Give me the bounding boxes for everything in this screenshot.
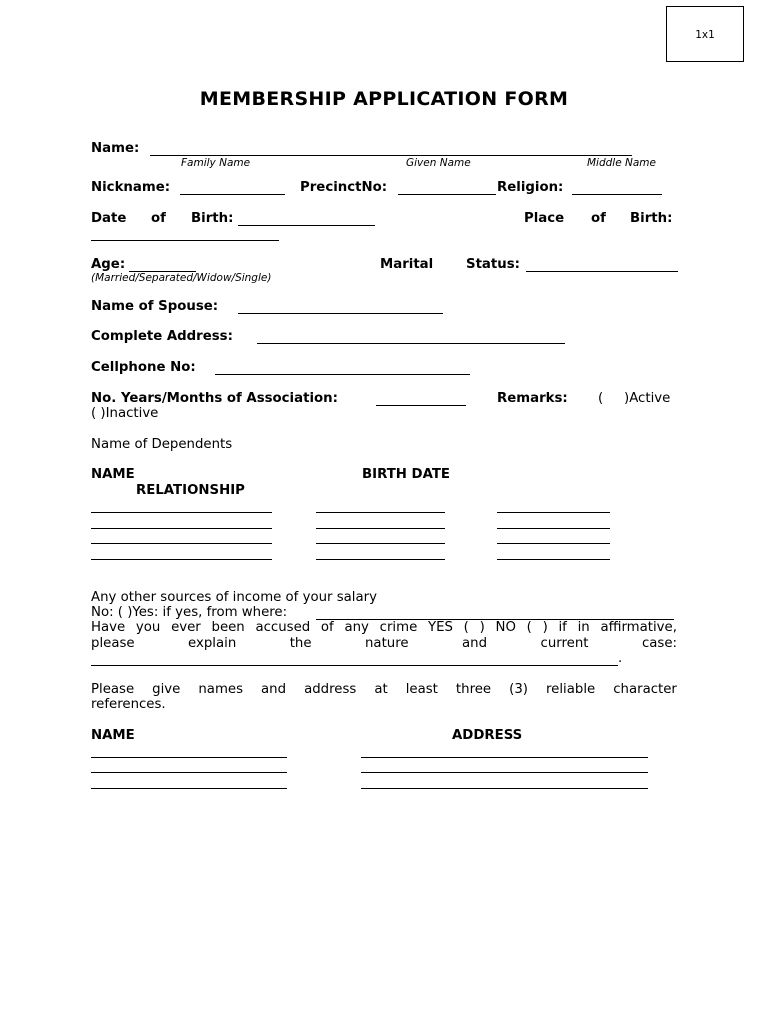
references-line-1-word: names bbox=[198, 682, 244, 697]
religion-line[interactable] bbox=[572, 194, 662, 195]
crime-period: . bbox=[618, 651, 623, 666]
dob-word-2: of bbox=[151, 211, 166, 226]
crime-question-line-2 bbox=[91, 636, 677, 652]
crime-line-2-word: nature bbox=[365, 636, 409, 651]
reference-name-line-1[interactable] bbox=[91, 757, 287, 758]
crime-line-1-word: NO bbox=[495, 620, 516, 635]
marital-hint: (Married/Separated/Widow/Single) bbox=[91, 272, 272, 284]
references-line-1-word: Please bbox=[91, 682, 135, 697]
marital-word-2: Status: bbox=[466, 257, 520, 272]
pob-word-1: Place bbox=[524, 211, 565, 226]
dependent-relationship-line-4[interactable] bbox=[497, 559, 610, 560]
dependent-name-line-4[interactable] bbox=[91, 559, 272, 560]
reference-address-line-1[interactable] bbox=[361, 757, 648, 758]
crime-line-1-word: Have bbox=[91, 620, 126, 635]
nickname-label: Nickname: bbox=[91, 180, 171, 195]
dependents-col-relationship: RELATIONSHIP bbox=[136, 483, 245, 498]
references-line-1-word: least bbox=[405, 682, 438, 697]
precinct-line[interactable] bbox=[398, 194, 496, 195]
dependent-relationship-line-2[interactable] bbox=[497, 528, 610, 529]
crime-line-1-word: if bbox=[558, 620, 567, 635]
crime-line-1-word: ( bbox=[526, 620, 532, 635]
religion-label: Religion: bbox=[497, 180, 564, 195]
income-line-1: Any other sources of income of your salary bbox=[91, 590, 377, 605]
dependent-birth-line-3[interactable] bbox=[316, 543, 445, 544]
pob-word-2: of bbox=[591, 211, 606, 226]
references-instruction-line-2: references. bbox=[91, 697, 166, 712]
family-name-hint: Family Name bbox=[181, 157, 251, 169]
crime-line-1-word: any bbox=[344, 620, 369, 635]
reference-address-line-2[interactable] bbox=[361, 772, 648, 773]
pob-word-3: Birth: bbox=[630, 211, 673, 226]
photo-box bbox=[666, 6, 744, 62]
precinct-label: PrecinctNo: bbox=[300, 180, 388, 195]
reference-name-line-3[interactable] bbox=[91, 788, 287, 789]
address-line[interactable] bbox=[257, 343, 565, 344]
dependent-relationship-line-3[interactable] bbox=[497, 543, 610, 544]
dob-line[interactable] bbox=[238, 225, 375, 226]
form-title: MEMBERSHIP APPLICATION FORM bbox=[199, 88, 569, 110]
crime-question-line-1 bbox=[91, 620, 677, 636]
references-line-1-word: character bbox=[613, 682, 677, 697]
dependents-col-birthdate: BIRTH DATE bbox=[362, 467, 451, 482]
crime-line-2-word: please bbox=[91, 636, 135, 651]
reference-name-line-2[interactable] bbox=[91, 772, 287, 773]
dependent-birth-line-2[interactable] bbox=[316, 528, 445, 529]
reference-address-line-3[interactable] bbox=[361, 788, 648, 789]
given-name-hint: Given Name bbox=[406, 157, 471, 169]
dob-word-3: Birth: bbox=[191, 211, 234, 226]
photo-box-label: 1x1 bbox=[695, 29, 715, 41]
cellphone-line[interactable] bbox=[215, 374, 470, 375]
crime-line-1-word: in bbox=[577, 620, 590, 635]
middle-name-hint: Middle Name bbox=[587, 157, 656, 169]
dob-word-1: Date bbox=[91, 211, 127, 226]
dependents-col-name: NAME bbox=[91, 467, 135, 482]
remarks-label: Remarks: bbox=[497, 391, 568, 406]
references-col-name: NAME bbox=[91, 728, 135, 743]
crime-explain-line[interactable] bbox=[91, 665, 618, 666]
references-line-1-word: at bbox=[374, 682, 388, 697]
references-line-1-word: give bbox=[152, 682, 181, 697]
dependent-name-line-2[interactable] bbox=[91, 528, 272, 529]
years-label: No. Years/Months of Association: bbox=[91, 391, 338, 406]
cellphone-label: Cellphone No: bbox=[91, 360, 196, 375]
address-label: Complete Address: bbox=[91, 329, 233, 344]
income-line-2: No: ( )Yes: if yes, from where: bbox=[91, 605, 288, 620]
dependent-name-line-1[interactable] bbox=[91, 512, 272, 513]
crime-line-2-word: explain bbox=[188, 636, 237, 651]
crime-line-1-word: been bbox=[211, 620, 245, 635]
crime-line-1-word: accused bbox=[255, 620, 311, 635]
age-label: Age: bbox=[91, 257, 126, 272]
crime-line-2-word: the bbox=[289, 636, 312, 651]
references-line-1-word: and bbox=[261, 682, 287, 697]
crime-line-1-word: affirmative, bbox=[600, 620, 677, 635]
crime-line-2-word: case: bbox=[641, 636, 677, 651]
inactive-option[interactable]: ( )Inactive bbox=[91, 406, 159, 421]
references-line-1-word: address bbox=[304, 682, 357, 697]
references-line-1-word: reliable bbox=[545, 682, 596, 697]
crime-line-2-word: and bbox=[462, 636, 488, 651]
marital-word-1: Marital bbox=[380, 257, 434, 272]
pob-line[interactable] bbox=[91, 240, 279, 241]
active-open-paren: ( bbox=[598, 391, 604, 406]
crime-line-1-word: ) bbox=[479, 620, 485, 635]
crime-line-1-word: ) bbox=[542, 620, 548, 635]
marital-line[interactable] bbox=[526, 271, 678, 272]
name-label: Name: bbox=[91, 141, 140, 156]
crime-line-2-word: current bbox=[540, 636, 589, 651]
references-line-1-word: three bbox=[455, 682, 492, 697]
crime-line-1-word: you bbox=[135, 620, 161, 635]
references-instruction-line-1 bbox=[91, 682, 677, 698]
references-col-address: ADDRESS bbox=[452, 728, 523, 743]
dependents-heading: Name of Dependents bbox=[91, 437, 233, 452]
dependent-name-line-3[interactable] bbox=[91, 543, 272, 544]
active-option[interactable]: )Active bbox=[624, 391, 671, 406]
references-line-1-word: (3) bbox=[509, 682, 528, 697]
crime-line-1-word: crime bbox=[379, 620, 418, 635]
dependent-relationship-line-1[interactable] bbox=[497, 512, 610, 513]
years-line[interactable] bbox=[376, 405, 466, 406]
dependent-birth-line-1[interactable] bbox=[316, 512, 445, 513]
crime-line-1-word: ( bbox=[463, 620, 469, 635]
spouse-label: Name of Spouse: bbox=[91, 299, 219, 314]
crime-line-1-word: YES bbox=[427, 620, 453, 635]
name-line[interactable] bbox=[150, 155, 632, 156]
nickname-line[interactable] bbox=[180, 194, 285, 195]
dependent-birth-line-4[interactable] bbox=[316, 559, 445, 560]
crime-line-1-word: of bbox=[320, 620, 334, 635]
crime-line-1-word: ever bbox=[171, 620, 201, 635]
spouse-line[interactable] bbox=[238, 313, 443, 314]
